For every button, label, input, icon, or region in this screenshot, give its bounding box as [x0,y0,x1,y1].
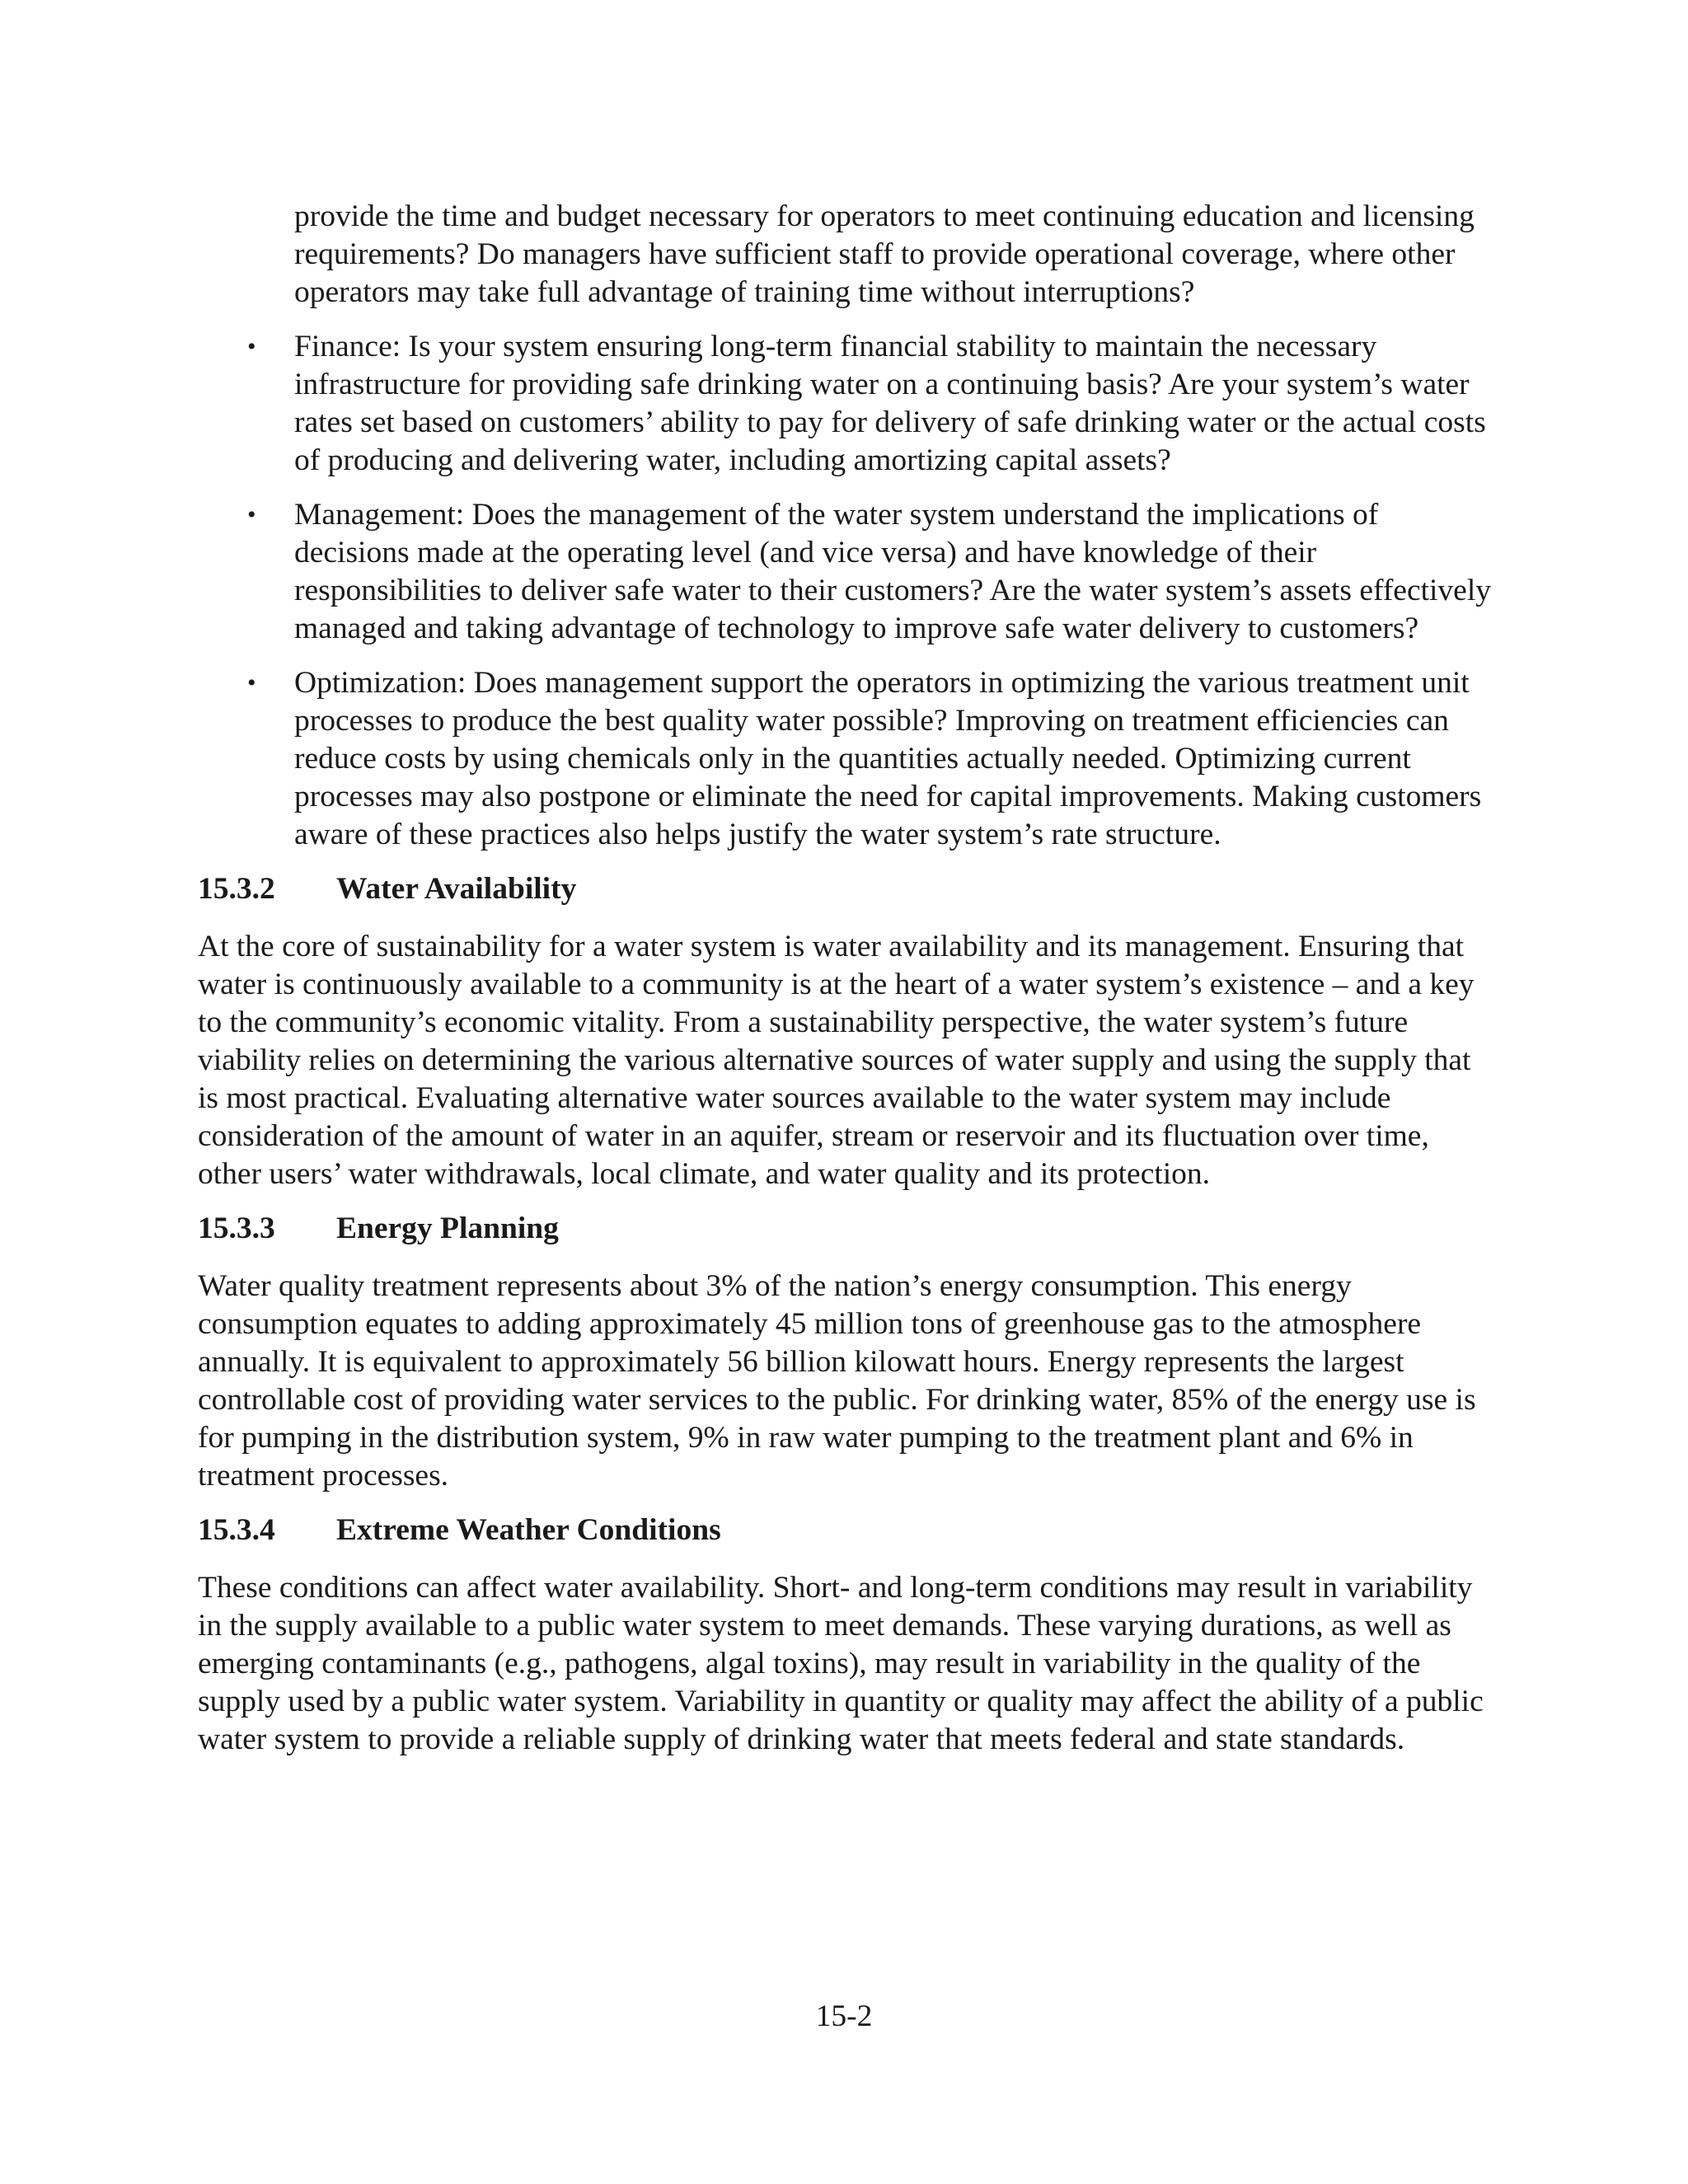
section-paragraph-extreme-weather: These conditions can affect water availability. Short- and long-term conditions may result in variability in the supply available to a public water system to meet demands. These varying durations, as well as emerging contaminants (e.g., pathogens, algal toxins), may result in variability in the quality of the supply used by a public water system. Variability in quantity or quality may affect the ability of a public water system to provide a reliable supply of drinking water that meets federal and state standards. [198,1571,1484,1756]
bullet-icon: • [247,501,256,528]
bullet-list [198,328,1496,854]
section-heading-energy-planning [198,1210,1496,1248]
list-item [198,328,1496,480]
section-number: 15.3.4 [198,1513,275,1547]
bullet-text: Finance: Is your system ensuring long-term financial stability to maintain the necessary infrastructure for providing safe drinking water on a continuing basis? Are your system’s water rates set based on customers’ ability to pay for delivery of safe drinking water or the actual costs of producing and delivering water, including amortizing capital assets? [294,330,1486,477]
bullet-icon: • [247,669,256,696]
section-title: Water Availability [336,872,577,906]
page-number: 15-2 [815,1999,873,2033]
section-paragraph-energy-planning: Water quality treatment represents about 3% of the nation’s energy consumption. This energy consumption equates to adding approximately 45 million tons of greenhouse gas to the atmosphere annually. It is equivalent to approximately 56 billion kilowatt hours. Energy represents the largest controllable cost of providing water services to the public. For drinking water, 85% of the energy use is for pumping in the distribution system, 9% in raw water pumping to the treatment plant and 6% in treatment processes. [198,1269,1476,1493]
section-number: 15.3.3 [198,1212,275,1245]
bullet-text: Optimization: Does management support the operators in optimizing the various treatment unit processes to produce the best quality water possible? Improving on treatment efficiencies can reduce costs by using chemicals only in the quantities actually needed. Optimizing current processes may also postpone or eliminate the need for capital improvements. Making customers aware of these practices also helps justify the water system’s rate structure. [294,666,1482,851]
section-paragraph-water-availability: At the core of sustainability for a water system is water availability and its management. Ensuring that water is continuously available to a community is at the heart of a water system’s existence – and a key to the community’s economic vitality. From a sustainability perspective, the water system’s future viability relies on determining the various alternative sources of water supply and using the supply that is most practical. Evaluating alternative water sources available to the water system may include consideration of the amount of water in an aquifer, stream or reservoir and its fluctuation over time, other users’ water withdrawals, local climate, and water quality and its protection. [198,930,1475,1191]
bullet-icon: • [247,333,256,360]
continuation-paragraph: provide the time and budget necessary for operators to meet continuing education and licensing requirements? Do managers have sufficient staff to provide operational coverage, where other operators may take full advantage of training time without interruptions? [294,199,1475,309]
document-page [198,198,1496,1775]
section-title: Energy Planning [336,1212,559,1245]
list-item [198,496,1496,648]
section-title: Extreme Weather Conditions [336,1513,721,1547]
list-item [198,664,1496,854]
section-heading-extreme-weather [198,1511,1496,1549]
section-number: 15.3.2 [198,872,275,906]
section-heading-water-availability [198,870,1496,908]
bullet-text: Management: Does the management of the water system understand the implications of decisions made at the operating level (and vice versa) and have knowledge of their responsibilities to deliver safe water to their customers? Are the water system’s assets effectively managed and taking advantage of technology to improve safe water delivery to customers? [294,498,1491,645]
